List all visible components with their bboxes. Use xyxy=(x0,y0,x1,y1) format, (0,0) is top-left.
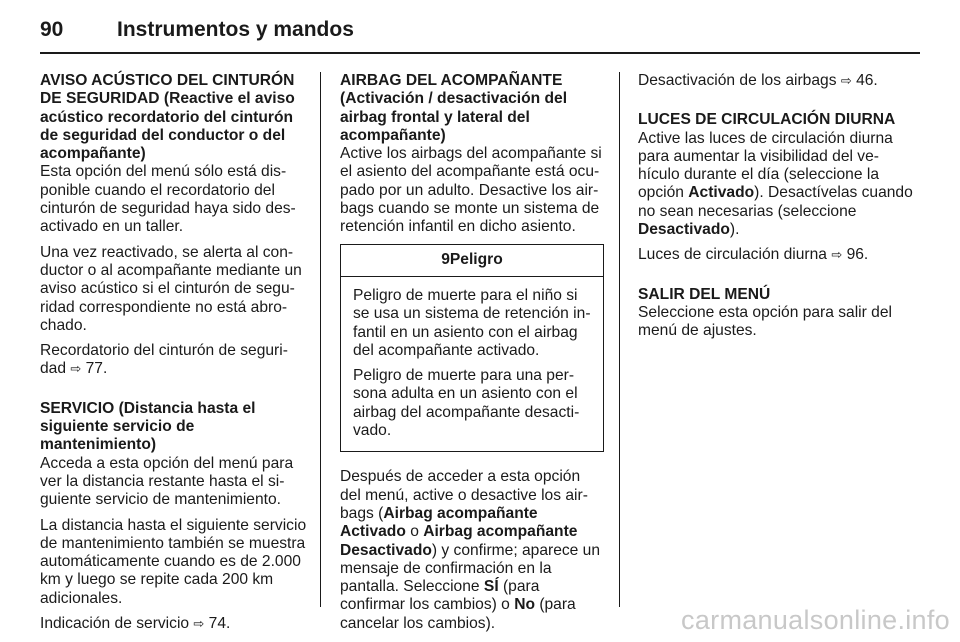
ref-text: Indicación de servicio xyxy=(40,615,194,633)
warning-body xyxy=(341,277,603,451)
section-heading: SERVICIO (Distancia hasta el siguiente servicio de mantenimiento) xyxy=(40,399,256,454)
warning-box xyxy=(340,244,604,453)
header-rule xyxy=(40,52,920,54)
page-link[interactable]: 46. xyxy=(856,72,878,89)
paragraph: Active los airbags del acompañante si el asiento del acompañante está ocupado por un adulto. Desactive los airbags cuando se monte un sistema de retención infantil en dicho asiento. xyxy=(340,145,602,236)
text-run: o xyxy=(405,523,424,541)
page-header xyxy=(40,14,920,50)
text-run: ). xyxy=(729,221,740,239)
column-divider xyxy=(619,72,620,607)
paragraph xyxy=(40,342,308,379)
text-run: Después de acceder a esta opción del menú, active o desactive los airbags ( xyxy=(340,468,588,522)
page-link[interactable]: 74. xyxy=(208,615,231,633)
option-label: SÍ xyxy=(483,578,499,596)
warning-paragraph: Peligro de muerte para una persona adulta en un asiento con el airbag del acompañante desactivado. xyxy=(353,367,580,440)
arrow-reference-icon: ⇨ xyxy=(840,73,852,88)
option-label: No xyxy=(514,596,535,614)
page-link[interactable]: 96. xyxy=(846,246,869,264)
paragraph: Acceda a esta opción del menú para ver la distancia restante hasta el siguiente servicio de mantenimiento. xyxy=(40,454,294,509)
text-run: Active las luces de circulación diurna para aumentar la visibilidad del vehículo durante el día (seleccione la opción xyxy=(638,129,893,202)
column-right xyxy=(638,72,913,348)
warning-label: Peligro xyxy=(449,250,503,268)
column-left xyxy=(40,72,308,640)
paragraph xyxy=(340,468,604,633)
paragraph xyxy=(638,72,913,90)
paragraph xyxy=(638,246,913,264)
warning-title xyxy=(341,245,603,277)
warning-triangle-icon: 9 xyxy=(441,250,450,268)
paragraph: Esta opción del menú sólo está disponible cuando el recordatorio del cinturón de seguridad haya sido desactivado en un taller. xyxy=(40,163,296,236)
column-divider xyxy=(320,72,321,607)
paragraph xyxy=(40,615,308,633)
ref-text: Luces de circulación diurna xyxy=(638,246,832,264)
paragraph: Seleccione esta opción para salir del menú de ajustes. xyxy=(638,303,892,340)
chapter-title: Instrumentos y mandos xyxy=(117,18,354,41)
option-label: Activado xyxy=(688,184,755,202)
watermark: carmanualsonline.info xyxy=(681,605,950,635)
text-run: (para confirmar los cambios) o xyxy=(340,578,540,614)
page-link[interactable]: 77. xyxy=(85,360,108,378)
section-heading: AVISO ACÚSTICO DEL CINTURÓN DE SEGURIDAD (Reactive el aviso acústico recordatorio del cinturón de seguridad del conductor o del acompañante) xyxy=(40,72,295,163)
option-label: Desactivado xyxy=(638,221,730,239)
arrow-reference-icon: ⇨ xyxy=(193,616,205,632)
option-label: Airbag acompañante Desactivado xyxy=(340,523,578,559)
column-middle xyxy=(340,72,604,640)
arrow-reference-icon: ⇨ xyxy=(70,361,82,377)
arrow-reference-icon: ⇨ xyxy=(831,247,843,263)
section-heading: LUCES DE CIRCULACIÓN DIURNA xyxy=(638,111,896,129)
warning-paragraph: Peligro de muerte para el niño si se usa un sistema de retención infantil en un asiento con el airbag del acompañante activado. xyxy=(353,286,591,359)
ref-text: Recordatorio del cinturón de seguridad xyxy=(40,342,288,378)
option-label: Airbag acompañante Activado xyxy=(340,504,538,541)
ref-text: Desactivación de los airbags xyxy=(638,72,841,89)
paragraph: La distancia hasta el siguiente servicio de mantenimiento también se muestra automáticamente cuando es de 2.000 km y luego se repite cada 200 km adicionales. xyxy=(40,516,307,607)
paragraph: Una vez reactivado, se alerta al conductor o al acompañante mediante un aviso acústico si el cinturón de seguridad correspondiente no está abrochado. xyxy=(40,243,302,334)
section-heading: SALIR DEL MENÚ xyxy=(638,285,771,303)
text-run: ) y confirme; aparece un mensaje de confirmación en la pantalla. Seleccione xyxy=(340,541,601,596)
text-run: ). Desactívelas cuando no sean necesarias (seleccione xyxy=(638,184,913,220)
text-run: (para cancelar los cambios). xyxy=(340,596,576,632)
section-heading: AIRBAG DEL ACOMPAÑANTE (Activación / desactivación del airbag frontal y lateral del acompañante) xyxy=(340,72,568,144)
paragraph xyxy=(638,130,913,240)
page-number: 90 xyxy=(40,18,64,41)
